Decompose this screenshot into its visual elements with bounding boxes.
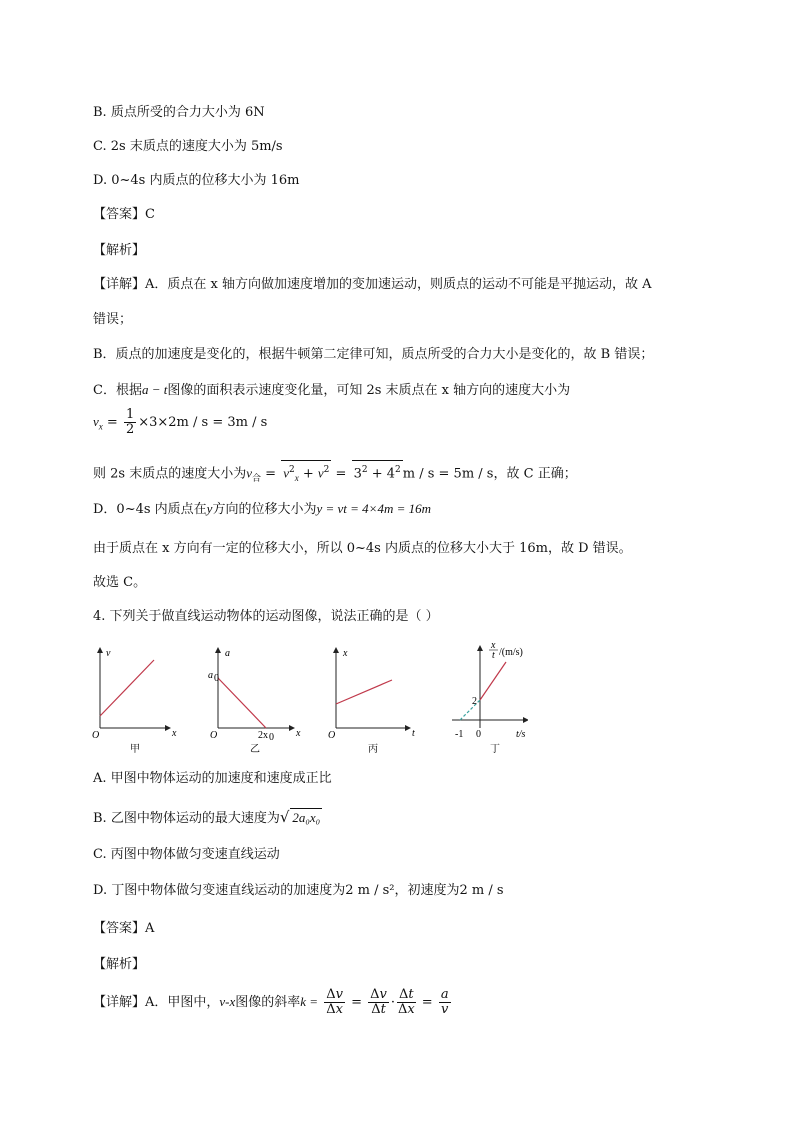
jia-caption: 甲: [130, 744, 140, 755]
eq-v-sub: 合: [252, 473, 262, 484]
q4-analysis-heading: 【解析】: [93, 957, 146, 972]
q4-option-b: B. 乙图中物体运动的最大速度为√ 2a₀x₀: [93, 808, 321, 826]
jia-xlabel: x: [172, 728, 177, 739]
question-4-stem: 4. 下列关于做直线运动物体的运动图像，说法正确的是（ ）: [93, 609, 439, 624]
eq-vx-lhs: v: [93, 414, 99, 429]
detail-c-post: 图像的面积表示速度变化量，可知 2s 末质点在 x 轴方向的速度大小为: [167, 383, 571, 398]
detail-b: B．质点的加速度是变化的，根据牛顿第二定律可知，质点所受的合力大小是变化的，故 B 错误；: [93, 347, 654, 362]
q4-option-a: A. 甲图中物体运动的加速度和速度成正比: [93, 771, 332, 786]
yi-xtick: 2x: [258, 730, 268, 741]
jia-origin: O: [92, 730, 100, 741]
q4-answer: 【答案】A: [93, 921, 155, 936]
ding-ylabel-num: x: [491, 640, 496, 651]
displacement-equation: y = vt = 4×4m = 16m: [316, 501, 431, 516]
analysis-heading: 【解析】: [93, 243, 146, 258]
yi-caption: 乙: [250, 744, 260, 755]
q4-option-d: D. 丁图中物体做匀变速直线运动的加速度为2 m / s²，初速度为2 m / s: [93, 883, 504, 898]
eq-vx-fraction: $\frac{1}{2}$: [125, 407, 135, 437]
ding-ylabel-unit: /(m/s): [499, 647, 523, 658]
bing-line: [336, 680, 392, 704]
max-velocity-sqrt: 2a₀x₀: [292, 810, 321, 825]
graph-jia: [92, 648, 177, 755]
detail-c: [93, 381, 570, 400]
detail-c2-pre: 则 2s 末质点的速度大小为: [93, 466, 247, 482]
svg-text:0: 0: [269, 732, 274, 743]
ding-ytick: 2: [472, 696, 477, 707]
detail-c2-post: ，故 C 正确；: [493, 466, 577, 482]
at-graph-label: a − t: [141, 382, 168, 397]
eq-vx-sub: x: [98, 421, 103, 432]
sqrt-velocity: $v^2_x + v^2$: [281, 460, 331, 487]
bing-caption: 丙: [368, 744, 378, 755]
yi-origin: O: [210, 730, 218, 741]
detail-a-line1: 【详解】A．质点在 x 轴方向做加速度增加的变加速运动，则质点的运动不可能是平抛运动，故 A: [93, 277, 652, 292]
sqrt-values: $3^2 + 4^2$: [352, 460, 403, 483]
yi-line: [218, 678, 266, 728]
bing-ylabel: x: [343, 648, 348, 659]
ding-line: [480, 662, 506, 700]
ding-xtick: -1: [455, 729, 464, 740]
ding-dashed-line: [460, 700, 480, 720]
option-c: C. 2s 末质点的速度大小为 5m/s: [93, 139, 283, 154]
motion-graphs: [88, 640, 528, 760]
detail-c2: 则 2s 末质点的速度大小为$v_合 = v^2_x + v^2 = 3^2 + 4^2$ m / s = 5m / s，故 C 正确；: [93, 460, 577, 488]
q4-option-c: C. 丙图中物体做匀变速直线运动: [93, 847, 280, 862]
graph-bing: [328, 648, 415, 755]
bing-origin: O: [328, 730, 336, 741]
option-d-initial-velocity: 2 m / s: [459, 883, 504, 898]
jia-ylabel: v: [106, 648, 111, 659]
ding-origin: 0: [476, 729, 481, 740]
yi-ylabel: a: [225, 648, 230, 659]
eq-vx-rhs: ×3×2m / s = 3m / s: [138, 415, 268, 430]
option-d-acceleration: 2 m / s²: [345, 883, 395, 898]
yi-xlabel: x: [296, 728, 301, 739]
graph-ding: [452, 640, 528, 755]
option-b: B. 质点所受的合力大小为 6N: [93, 105, 265, 120]
answer: 【答案】C: [93, 207, 155, 222]
yi-ytick: a: [208, 670, 213, 681]
ding-caption: 丁: [490, 744, 500, 755]
ding-xlabel: t/s: [516, 729, 526, 740]
detail-d: D．0~4s 内质点在y方向的位移大小为y = vt = 4×4m = 16m: [93, 501, 431, 517]
bing-xlabel: t: [412, 728, 415, 739]
detail-c-pre: C．根据: [93, 383, 142, 398]
svg-text:0: 0: [214, 673, 219, 684]
detail-a-line2: 错误；: [93, 312, 133, 327]
eq-v-rhs: = 5m / s: [438, 466, 494, 482]
conclusion: 故选 C。: [93, 575, 147, 590]
q4-detail-a: 【详解】A．甲图中，v-x图像的斜率k = $\frac{\Delta v}{\Delta x}$ = $\frac{\Delta v}{\Delta t}$ · $\frac{\Delta t}{\Delta x}$ = $\frac{a}{v}$: [93, 987, 449, 1017]
detail-d2: 由于质点在 x 方向有一定的位移大小，所以 0~4s 内质点的位移大小大于 16m，故 D 错误。: [93, 541, 632, 556]
option-d: D. 0~4s 内质点的位移大小为 16m: [93, 173, 300, 188]
jia-line: [100, 660, 154, 716]
graph-yi: [208, 648, 301, 755]
slope-k: k =: [300, 994, 319, 1009]
equation-vx: $v_x$ = $\frac{1}{2}$ ×3×2m / s = 3m / s: [93, 407, 268, 437]
ding-ylabel-den: t: [492, 650, 495, 661]
